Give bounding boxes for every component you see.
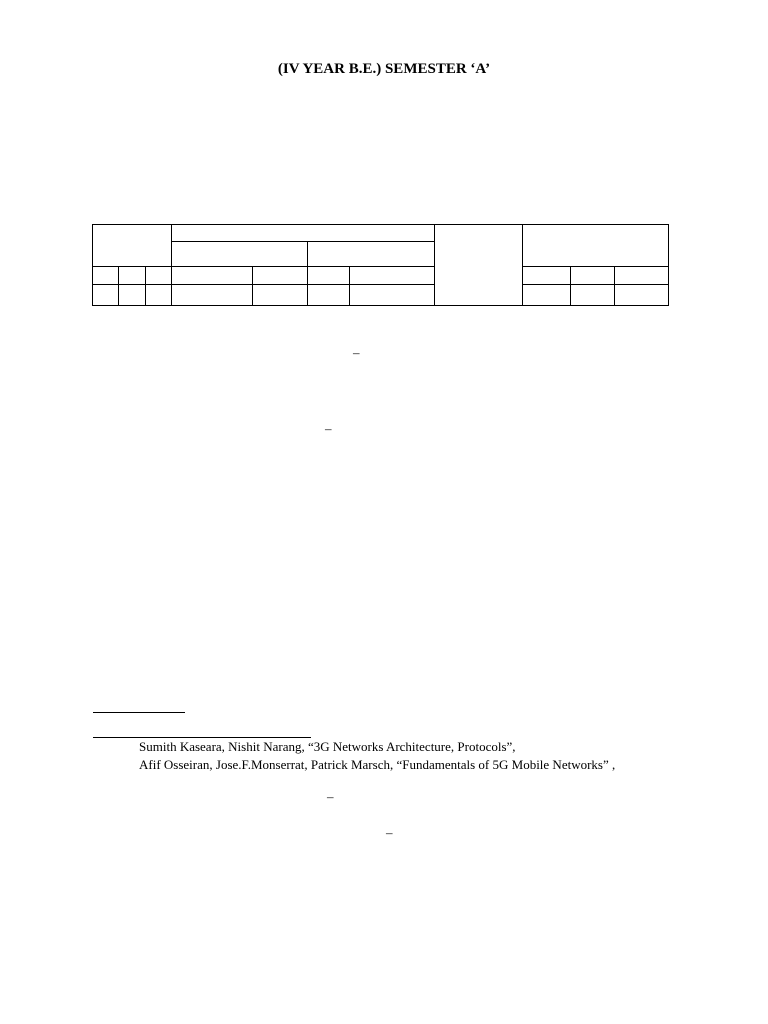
table-cell bbox=[172, 285, 253, 306]
table-cell bbox=[350, 285, 435, 306]
reference-item: Sumith Kaseara, Nishit Narang, “3G Networks Architecture, Protocols”, bbox=[139, 739, 516, 754]
table-cell bbox=[119, 285, 146, 306]
table-cell bbox=[146, 285, 172, 306]
table-cell bbox=[172, 225, 435, 242]
table-cell bbox=[523, 225, 669, 267]
references-rule bbox=[93, 737, 311, 738]
table-cell bbox=[615, 267, 669, 285]
table-cell bbox=[571, 285, 615, 306]
table-cell bbox=[350, 267, 435, 285]
table-cell bbox=[523, 267, 571, 285]
table-cell bbox=[172, 242, 308, 267]
dash-mark: – bbox=[386, 825, 393, 840]
table-cell bbox=[93, 225, 172, 267]
page-title: (IV YEAR B.E.) SEMESTER ‘A’ bbox=[277, 61, 491, 77]
table-cell bbox=[523, 285, 571, 306]
reference-item: Afif Osseiran, Jose.F.Monserrat, Patrick Marsch, “Fundamentals of 5G Mobile Networks” , bbox=[139, 757, 616, 772]
table-cell bbox=[308, 285, 350, 306]
table-cell bbox=[119, 267, 146, 285]
table-cell bbox=[253, 285, 308, 306]
table-cell bbox=[571, 267, 615, 285]
table-cell bbox=[308, 242, 435, 267]
scheme-table bbox=[92, 224, 669, 306]
table-cell bbox=[615, 285, 669, 306]
section-underline bbox=[93, 712, 185, 713]
table-cell bbox=[172, 267, 253, 285]
table-cell bbox=[93, 285, 119, 306]
dash-mark: – bbox=[353, 345, 360, 360]
table-cell bbox=[253, 267, 308, 285]
table-cell bbox=[435, 225, 523, 306]
table-cell bbox=[308, 267, 350, 285]
table-cell bbox=[146, 267, 172, 285]
dash-mark: – bbox=[327, 789, 334, 804]
dash-mark: – bbox=[325, 421, 332, 436]
table-cell bbox=[93, 267, 119, 285]
